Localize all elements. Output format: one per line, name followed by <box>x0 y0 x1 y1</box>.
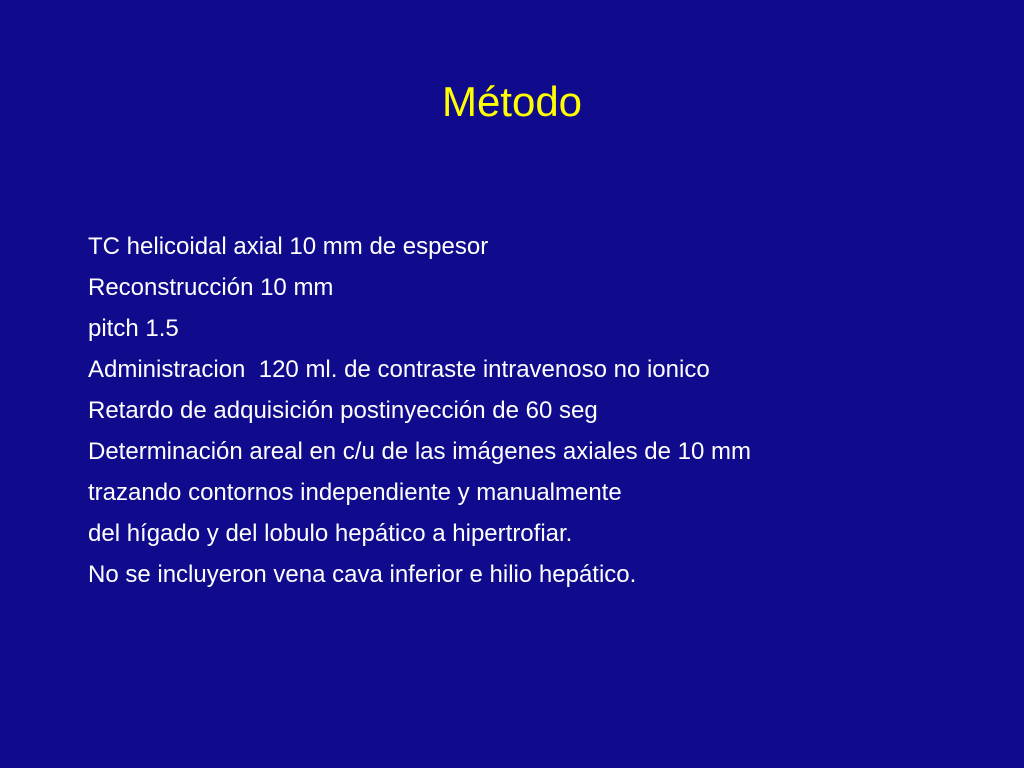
body-line: TC helicoidal axial 10 mm de espesor <box>88 233 489 260</box>
body-line: pitch 1.5 <box>88 315 179 342</box>
body-line: trazando contornos independiente y manualmente <box>88 479 622 506</box>
body-line: del hígado y del lobulo hepático a hipertrofiar. <box>88 520 573 547</box>
slide-body-text <box>88 226 988 595</box>
slide-title: Método <box>441 78 583 125</box>
body-line: Determinación areal en c/u de las imágenes axiales de 10 mm <box>88 438 752 465</box>
body-line: Reconstrucción 10 mm <box>88 274 334 301</box>
body-line: No se incluyeron vena cava inferior e hilio hepático. <box>88 561 637 588</box>
body-line: Retardo de adquisición postinyección de 60 seg <box>88 397 598 424</box>
body-line: Administracion 120 ml. de contraste intravenoso no ionico <box>88 356 710 383</box>
